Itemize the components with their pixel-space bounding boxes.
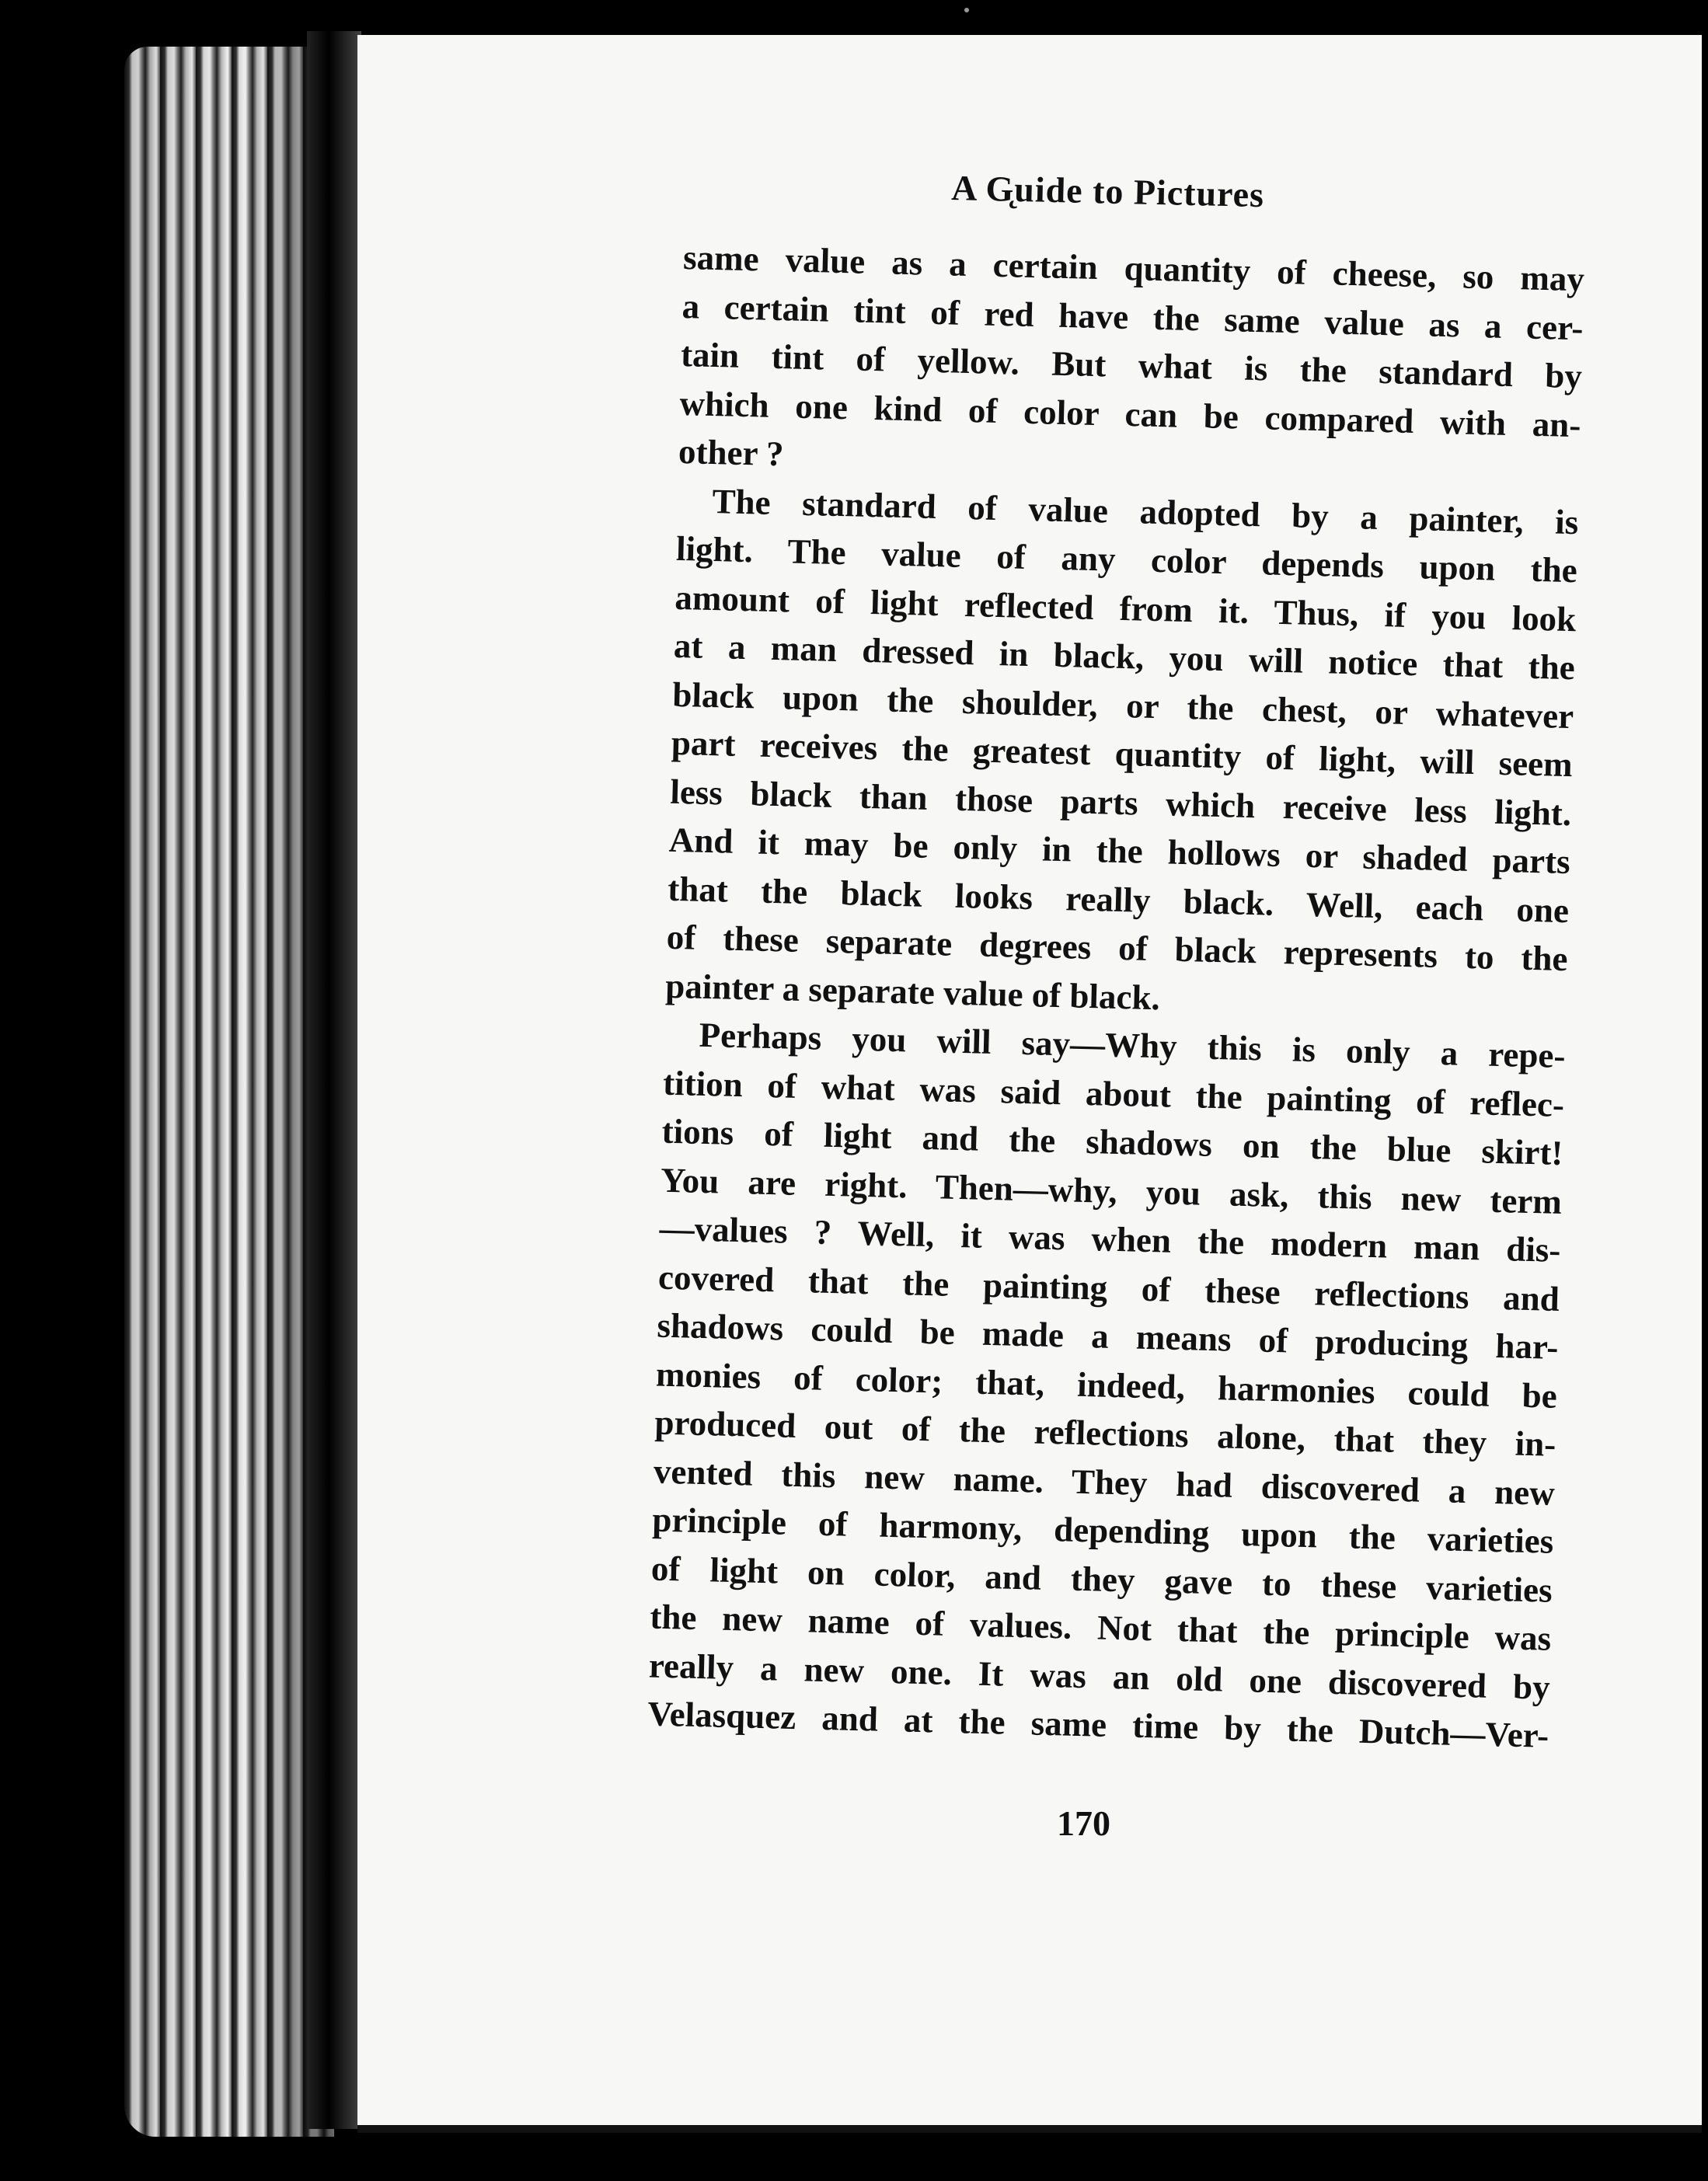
paragraph — [678, 233, 1584, 498]
page-number: 170 — [1057, 1803, 1110, 1843]
text-line: monies of color; that, indeed, harmonies could be — [655, 1354, 1558, 1416]
book-gutter — [307, 31, 361, 2129]
text-line: the new name of values. Not that the principle was — [649, 1597, 1552, 1658]
text-line: shadows could be made a means of producing har- — [657, 1305, 1559, 1367]
text-line: And it may be only in the hollows or shaded parts — [668, 820, 1571, 882]
paragraph — [647, 1010, 1567, 1761]
text-line: You are right. Then—why, you ask, this new term — [660, 1160, 1563, 1221]
text-line: black upon the shoulder, or the chest, or whatever — [671, 674, 1574, 736]
text-line: less black than those parts which receive less light. — [669, 772, 1572, 833]
page-edges-shadow — [124, 47, 334, 2137]
text-line: of light on color, and they gave to these varieties — [650, 1548, 1553, 1610]
dust-speck — [964, 8, 969, 12]
text-line: other ? — [678, 431, 785, 474]
text-line: which one kind of color can be compared with an- — [679, 383, 1581, 444]
text-line: —values ? Well, it was when the modern man dis- — [659, 1208, 1561, 1270]
text-line: a certain tint of red have the same value as a cer- — [681, 286, 1584, 347]
text-line: amount of light reflected from it. Thus, if you look — [674, 577, 1577, 639]
text-line: part receives the greatest quantity of light, will seem — [671, 723, 1574, 785]
text-line: principle of harmony, depending upon the varieties — [651, 1500, 1554, 1561]
body-text — [647, 233, 1585, 1760]
text-line: tain tint of yellow. But what is the standard by — [680, 334, 1583, 396]
text-line: vented this new name. They had discovered a new — [653, 1451, 1556, 1513]
text-line: Perhaps you will say—Why this is only a repe- — [699, 1015, 1567, 1076]
text-line: tition of what was said about the painting of reflec- — [662, 1063, 1565, 1124]
text-line: painter a separate value of black. — [664, 966, 1161, 1017]
running-title: A G̨uide to Pictures — [950, 167, 1265, 215]
text-line: at a man dressed in black, you will notice that the — [673, 625, 1576, 688]
text-line: light. The value of any color depends upon the — [675, 528, 1578, 591]
paragraph — [665, 476, 1579, 1032]
text-line: of these separate degrees of black represents to the — [666, 917, 1569, 979]
text-line: really a new one. It was an old one discovered by — [648, 1645, 1551, 1707]
text-line: The standard of value adopted by a painter, is — [711, 481, 1579, 542]
text-line: Velasquez and at the same time by the Dutch—Ver- — [647, 1694, 1549, 1755]
text-line: covered that the painting of these reflections and — [657, 1257, 1560, 1319]
text-line: same value as a certain quantity of cheese, so may — [682, 237, 1585, 299]
text-line: tions of light and the shadows on the blue skirt! — [661, 1111, 1564, 1172]
text-line: produced out of the reflections alone, that they in- — [654, 1402, 1556, 1464]
text-line: that the black looks really black. Well, each one — [667, 869, 1570, 930]
